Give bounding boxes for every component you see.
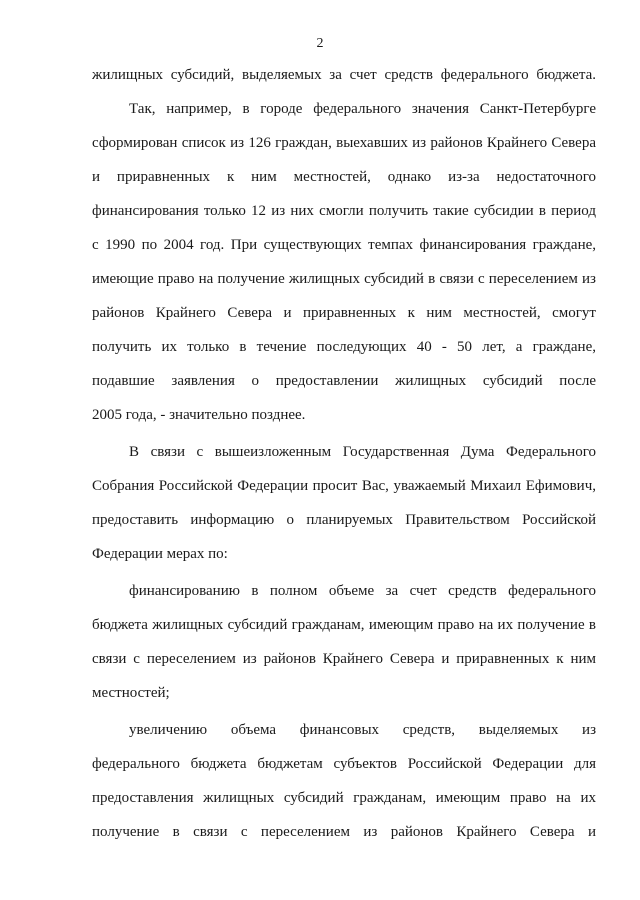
text-line: и приравненных к ним местностей, однако из-за недостаточного: [92, 169, 596, 185]
text-line: получение в связи с переселением из районов Крайнего Севера и: [92, 824, 596, 840]
text-line: 2005 года, - значительно позднее.: [92, 407, 306, 423]
text-line: связи с переселением из районов Крайнего Севера и приравненных к ним: [92, 651, 596, 667]
text-line: федерального бюджета бюджетам субъектов Российской Федерации для: [92, 756, 596, 772]
text-line: подавшие заявления о предоставлении жилищных субсидий после: [92, 373, 596, 389]
text-line: финансирования только 12 из них смогли получить такие субсидии в период: [92, 203, 596, 219]
page-number: 2: [316, 36, 324, 51]
text-line: Собрания Российской Федерации просит Вас, уважаемый Михаил Ефимович,: [92, 478, 596, 494]
text-line: Так, например, в городе федерального значения Санкт-Петербурге: [129, 101, 596, 117]
text-line: Федерации мерах по:: [92, 546, 228, 562]
text-line: бюджета жилищных субсидий гражданам, имеющим право на их получение в: [92, 617, 596, 633]
text-line: финансированию в полном объеме за счет средств федерального: [129, 583, 596, 599]
text-line: получить их только в течение последующих 40 - 50 лет, а граждане,: [92, 339, 596, 355]
text-line: предоставить информацию о планируемых Правительством Российской: [92, 512, 596, 528]
text-line: жилищных субсидий, выделяемых за счет средств федерального бюджета.: [92, 67, 596, 83]
text-line: сформирован список из 126 граждан, выехавших из районов Крайнего Севера: [92, 135, 596, 151]
text-line: В связи с вышеизложенным Государственная Дума Федерального: [129, 444, 596, 460]
body-text: [92, 58, 596, 849]
text-line: предоставления жилищных субсидий гражданам, имеющим право на их: [92, 790, 596, 806]
text-line: увеличению объема финансовых средств, выделяемых из: [129, 722, 596, 738]
text-line: имеющие право на получение жилищных субсидий в связи с переселением из: [92, 271, 596, 287]
text-line: с 1990 по 2004 год. При существующих темпах финансирования граждане,: [92, 237, 596, 253]
text-line: местностей;: [92, 685, 170, 701]
text-line: районов Крайнего Севера и приравненных к ним местностей, смогут: [92, 305, 596, 321]
